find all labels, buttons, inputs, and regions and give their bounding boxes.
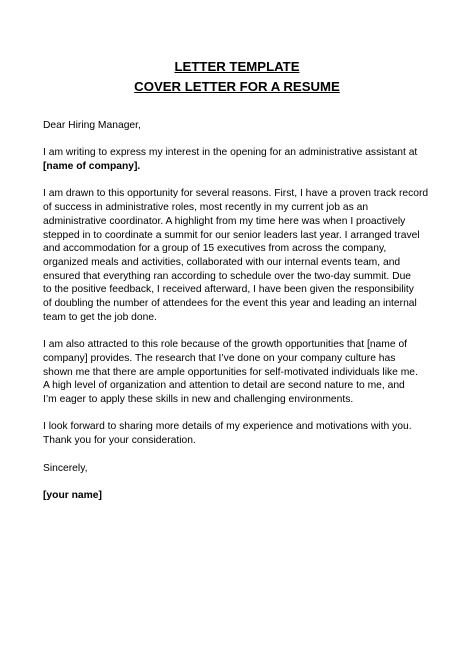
closing: Sincerely, <box>43 462 88 474</box>
paragraph-growth <box>43 338 443 407</box>
paragraph-line: company] provides. The research that I’ve done on your company culture has <box>43 352 396 364</box>
letter-titles <box>0 57 474 97</box>
paragraph-line: I am also attracted to this role because of the growth opportunities that [name of <box>43 339 408 351</box>
salutation: Dear Hiring Manager, <box>43 120 141 131</box>
paragraph-line: ensured that everything ran according to schedule over the two-day summit. Due <box>43 270 412 282</box>
paragraph-line: Thank you for your consideration. <box>43 435 196 447</box>
paragraph-line: I am drawn to this opportunity for several reasons. First, I have a proven track record <box>43 188 429 200</box>
letter-title: LETTER TEMPLATE <box>174 59 300 74</box>
paragraph-line: I’m eager to apply these skills in new and challenging environments. <box>43 394 354 406</box>
company-name-placeholder: [name of company]. <box>43 161 141 173</box>
paragraph-line: to the positive feedback, I received afterward, I have been given the responsibility <box>43 284 414 296</box>
paragraph-intro <box>43 146 443 173</box>
paragraph-reasons <box>43 187 443 324</box>
paragraph-line: of success in administrative roles, most recently in my current job as an <box>43 202 369 214</box>
paragraph-line: and accommodation for a group of 15 executives from across the company, <box>43 243 387 255</box>
signature-placeholder: [your name] <box>43 489 102 501</box>
letter-body <box>43 119 443 516</box>
paragraph-line: team to get the job done. <box>43 311 157 323</box>
paragraph-closing <box>43 420 443 447</box>
paragraph-line: organized meals and activities, collaborated with our internal events team, and <box>43 257 401 268</box>
paragraph-line: shown me that there are ample opportunities for self-motivated individuals like me. <box>43 366 418 378</box>
paragraph-line: stepped in to coordinate a summit for our senior leaders last year. I arranged travel <box>43 229 420 241</box>
paragraph-intro-text: I am writing to express my interest in the opening for an administrative assistant at <box>43 147 418 159</box>
paragraph-line: I look forward to sharing more details of my experience and motivations with you. <box>43 421 412 433</box>
letter-subtitle: COVER LETTER FOR A RESUME <box>134 79 340 94</box>
paragraph-line: administrative coordinator. A highlight from my time here was when I proactively <box>43 215 406 227</box>
paragraph-line: of doubling the number of attendees for the event this year and leading an internal <box>43 298 417 310</box>
paragraph-line: A high level of organization and attention to detail are second nature to me, and <box>43 380 405 392</box>
